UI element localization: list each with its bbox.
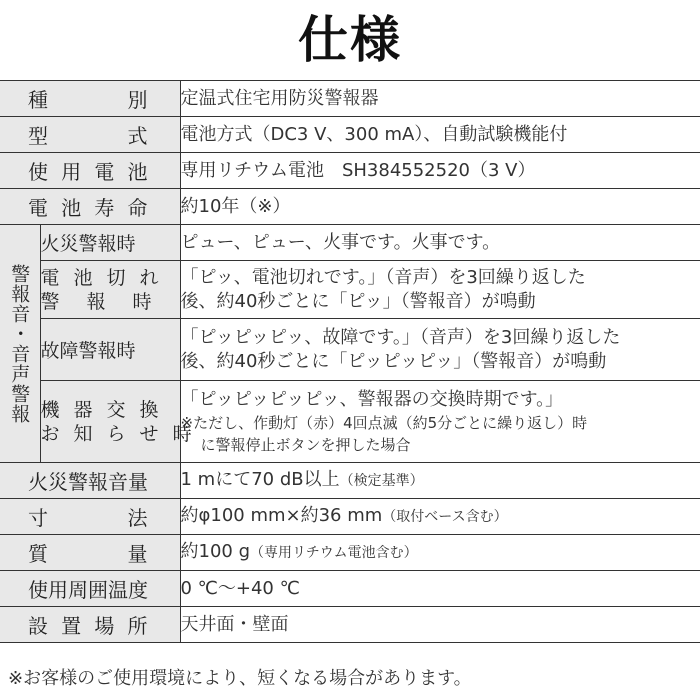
- spec-table: [0, 80, 700, 643]
- label-char: 災: [48, 470, 68, 494]
- label-char: 知: [73, 422, 93, 445]
- size-value-sub: （取付ベース含む）: [382, 509, 508, 525]
- row-label: [0, 153, 180, 189]
- table-row: [0, 81, 700, 117]
- format-value: 電池方式（DC3 V、300 mA）、自動試験機能付: [180, 117, 700, 153]
- label-char: 用: [61, 160, 82, 184]
- row-label: [0, 117, 180, 153]
- place-label: [0, 610, 180, 639]
- label-char: 所: [127, 614, 148, 638]
- row-label: [0, 499, 180, 535]
- fire-value: ピュー、ピュー、火事です。火事です。: [180, 225, 700, 261]
- label-char: 式: [127, 124, 148, 148]
- label-char: お: [40, 422, 60, 445]
- label-char: 音: [108, 470, 128, 494]
- fault-value-line2: 後、約40秒ごとに「ピッピッピッ」（警報音）が鳴動: [180, 350, 607, 372]
- replace-value: [180, 381, 700, 463]
- replace-label-line1: [41, 398, 180, 422]
- label-char: 別: [127, 88, 148, 112]
- label-char: 電: [28, 196, 48, 220]
- label-char: 質: [28, 542, 48, 566]
- label-char: ら: [106, 422, 126, 445]
- volume-value-main: 1 mにて70 dB以上: [180, 469, 340, 490]
- weight-value-main: 約100 g: [180, 541, 251, 562]
- fire-label: 火災警報時: [40, 225, 180, 261]
- label-char: 周: [68, 578, 88, 602]
- temp-label: [0, 574, 180, 603]
- label-char: 種: [28, 88, 48, 112]
- type-label: [0, 84, 180, 113]
- weight-value: [180, 535, 700, 571]
- label-char: 報: [86, 290, 106, 313]
- label-char: 寸: [28, 506, 48, 530]
- label-char: れ: [139, 266, 159, 289]
- alarm-group-text: 警報音・音声警報: [8, 263, 31, 424]
- label-char: 型: [28, 124, 48, 148]
- footnote: ※お客様のご使用環境により、短くなる場合があります。: [8, 668, 472, 689]
- weight-label: [0, 538, 180, 567]
- label-char: 換: [139, 398, 159, 421]
- table-row: [0, 499, 700, 535]
- label-char: 用: [48, 578, 68, 602]
- table-row: [0, 189, 700, 225]
- table-row: [0, 225, 700, 261]
- label-char: 量: [127, 542, 148, 566]
- label-char: 使: [28, 160, 48, 184]
- battery-value: 専用リチウム電池 SH384552520（3 V）: [180, 153, 700, 189]
- size-value: [180, 499, 700, 535]
- label-char: 時: [172, 422, 192, 445]
- label-char: 設: [28, 614, 48, 638]
- label-char: 池: [127, 160, 148, 184]
- table-row: [0, 261, 700, 319]
- replace-label: [40, 381, 192, 463]
- label-char: 池: [73, 266, 93, 289]
- label-char: 命: [127, 196, 148, 220]
- alarm-group-label: [0, 225, 40, 463]
- row-label: [0, 535, 180, 571]
- label-char: 時: [132, 290, 152, 313]
- label-char: 置: [61, 614, 82, 638]
- row-label: [0, 571, 180, 607]
- page-title: 仕様: [298, 11, 402, 69]
- place-value: 天井面・壁面: [180, 607, 700, 643]
- label-char: 機: [40, 398, 60, 421]
- volume-value: [180, 463, 700, 499]
- lowbat-value-line1: 「ピッ、電池切れです。」（音声）を3回繰り返した: [180, 266, 586, 288]
- row-label: [0, 607, 180, 643]
- label-char: 電: [94, 160, 115, 184]
- label-char: 火: [28, 470, 48, 494]
- label-char: 場: [94, 614, 115, 638]
- format-label: [0, 120, 180, 149]
- table-row: [0, 117, 700, 153]
- label-char: 警: [40, 290, 60, 313]
- fault-label: 故障警報時: [40, 319, 180, 381]
- table-row: [0, 463, 700, 499]
- table-row: [0, 607, 700, 643]
- row-label: [0, 463, 180, 499]
- label-char: 寿: [94, 196, 115, 220]
- label-char: 法: [127, 506, 148, 530]
- table-row: [0, 153, 700, 189]
- battery-label: [0, 156, 180, 185]
- lowbat-label: [40, 261, 180, 319]
- table-row: [0, 535, 700, 571]
- lowbat-value-line2: 後、約40秒ごとに「ピッ」（警報音）が鳴動: [180, 290, 536, 312]
- table-row: [0, 319, 700, 381]
- label-char: 囲: [88, 578, 108, 602]
- table-row: [0, 381, 700, 463]
- lowbat-label-line1: [41, 266, 180, 290]
- label-char: 器: [73, 398, 93, 421]
- lowbat-value: [180, 261, 700, 319]
- weight-value-sub: （専用リチウム電池含む）: [250, 545, 418, 561]
- replace-label-line2: [40, 422, 192, 446]
- label-char: 度: [128, 578, 148, 602]
- size-label: [0, 502, 180, 531]
- fault-value-line1: 「ピッピッピッ、故障です。」（音声）を3回繰り返した: [180, 326, 621, 348]
- temp-value: 0 ℃～+40 ℃: [180, 571, 700, 607]
- row-label: [0, 81, 180, 117]
- life-label: [0, 192, 180, 221]
- label-char: 温: [108, 578, 128, 602]
- type-value: 定温式住宅用防災警報器: [180, 81, 700, 117]
- label-char: 交: [106, 398, 126, 421]
- lowbat-label-line2: [41, 290, 180, 314]
- replace-note-line2: に警報停止ボタンを押した場合: [200, 435, 411, 454]
- label-char: 報: [88, 470, 108, 494]
- label-char: 使: [28, 578, 48, 602]
- volume-label: [0, 466, 180, 495]
- row-label: [0, 189, 180, 225]
- replace-value-line1: 「ピッピッピッピッ、警報器の交換時期です。」: [180, 388, 564, 410]
- label-char: せ: [139, 422, 159, 445]
- table-row: [0, 571, 700, 607]
- size-value-main: 約φ100 mm×約36 mm: [180, 505, 383, 526]
- volume-value-sub: （検定基準）: [339, 473, 424, 489]
- label-char: 量: [128, 470, 148, 494]
- replace-note-line1: ※ただし、作動灯（赤）4回点滅（約5分ごとに繰り返し）時: [180, 413, 588, 432]
- life-value: 約10年（※）: [180, 189, 700, 225]
- label-char: 池: [61, 196, 82, 220]
- label-char: 電: [40, 266, 60, 289]
- fault-value: [180, 319, 700, 381]
- label-char: 切: [106, 266, 126, 289]
- label-char: 警: [68, 470, 88, 494]
